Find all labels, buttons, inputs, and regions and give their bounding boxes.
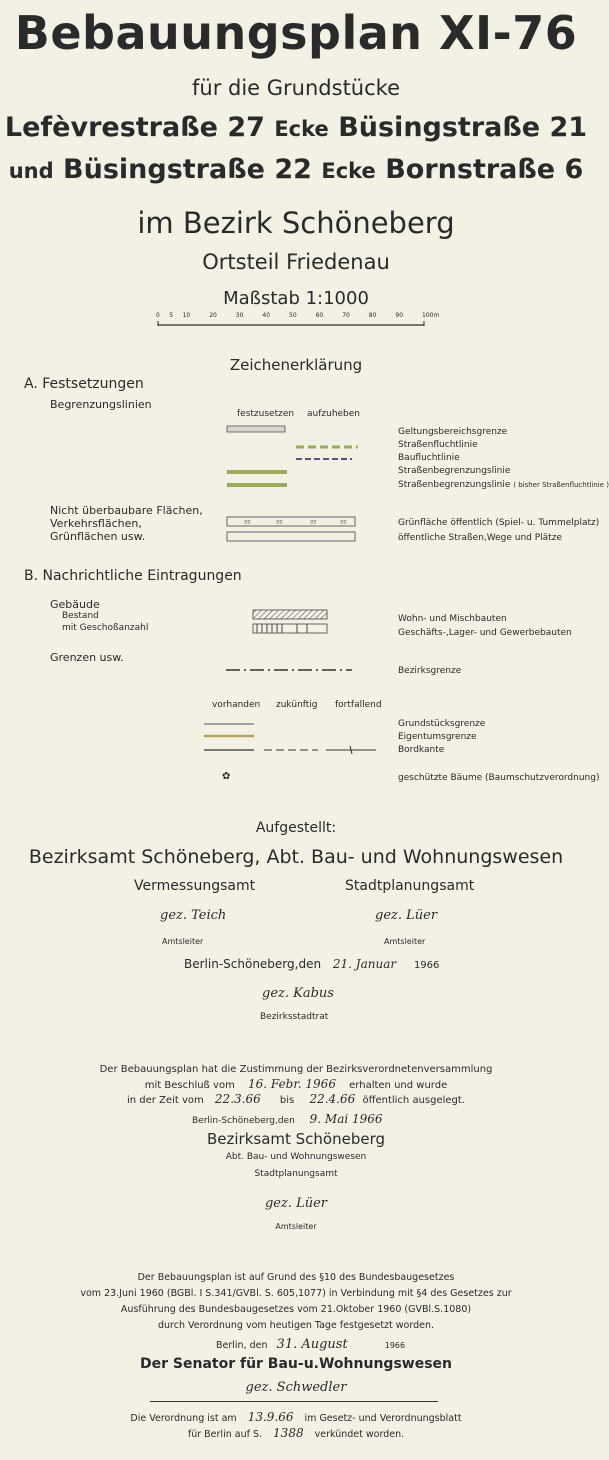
scale-tick-label: 50 xyxy=(289,312,297,319)
svg-text:ºº: ºº xyxy=(340,519,347,527)
grenzen: Grenzen usw. xyxy=(50,651,124,664)
address-1a: Lefèvrestraße 27 xyxy=(4,112,265,143)
festsetzung-3: Ausführung des Bundesbaugesetzes vom 21.Oktober 1960 (GVBl.S.1080) xyxy=(120,1304,472,1315)
scale-tick-label: 30 xyxy=(235,312,244,319)
festsetzung-1: Der Bebauungsplan ist auf Grund des §10 des Bundesbaugesetzes xyxy=(137,1272,455,1283)
scale-tick-label: 100m xyxy=(422,312,440,319)
bezirksstadtrat: Bezirksstadtrat xyxy=(260,1012,329,1022)
address-2a: Büsingstraße 22 xyxy=(63,154,312,185)
und: und xyxy=(8,159,54,183)
left-role: Amtsleiter xyxy=(162,937,204,946)
zustimmung-role: Amtsleiter xyxy=(275,1222,317,1231)
scale-tick-label: 80 xyxy=(368,312,377,319)
col-vorhanden: vorhanden xyxy=(212,700,261,710)
schwedler-signature: gez. Schwedler xyxy=(245,1380,347,1395)
left-signature: gez. Teich xyxy=(160,908,227,923)
geschoss: mit Geschoßanzahl xyxy=(62,623,149,633)
zustimmung-office: Bezirksamt Schöneberg xyxy=(206,1130,386,1148)
scale-tick-label: 60 xyxy=(315,312,324,319)
nicht-3: Grünflächen usw. xyxy=(50,530,146,543)
svg-text:ºº: ºº xyxy=(310,519,317,527)
festsetzung-5: Berlin, den 31. August 1966 xyxy=(216,1337,406,1352)
legend-title: Zeichenerklärung xyxy=(229,356,363,374)
wohn-label: Wohn- und Mischbauten xyxy=(398,614,507,624)
gebaeude: Gebäude xyxy=(50,598,100,611)
zustimmung-3: in der Zeit vom 22.3.66 bis 22.4.66 öffentlich ausgelegt. xyxy=(126,1092,465,1106)
scale-tick-label: 20 xyxy=(209,312,217,319)
scale-tick-label: 5 xyxy=(169,312,174,319)
strassen-label: öffentliche Straßen,Wege und Plätze xyxy=(398,533,562,543)
festsetzung-2: vom 23.Juni 1960 (BGBl. I S.341/GVBl. S. 605,1077) in Verbindung mit §4 des Gesetzes zur xyxy=(80,1288,512,1299)
for-line: für die Grundstücke xyxy=(192,76,400,100)
scale-label: Maßstab 1:1000 xyxy=(223,288,369,309)
zustimmung-4: Berlin-Schöneberg,den 9. Mai 1966 xyxy=(192,1112,383,1126)
address-line-1 xyxy=(0,112,592,143)
aufgestellt-office: Bezirksamt Schöneberg, Abt. Bau- und Wohnungswesen xyxy=(28,846,564,868)
divider xyxy=(150,1401,438,1402)
eigentumsgrenze: Eigentumsgrenze xyxy=(398,732,477,742)
ecke-1: Ecke xyxy=(274,117,329,141)
district-boundary-symbol xyxy=(226,666,356,674)
zustimmung-abt: Abt. Bau- und Wohnungswesen xyxy=(225,1152,367,1162)
plan-title: Bebauungsplan XI-76 xyxy=(14,6,578,60)
col-festzusetzen: festzusetzen xyxy=(237,409,295,419)
svg-text:ºº: ºº xyxy=(244,519,251,527)
boundary-lines-b xyxy=(202,720,392,756)
geschaeft-label: Geschäfts-,Lager- und Gewerbebauten xyxy=(398,628,572,638)
zustimmung-signature: gez. Lüer xyxy=(264,1196,328,1211)
line-label-2: Straßenfluchtlinie xyxy=(398,440,478,450)
zustimmung-1: Der Bebauungsplan hat die Zustimmung der Bezirksverordnetenversammlung xyxy=(99,1064,493,1075)
verordnung-2: für Berlin auf S. 1388 verkündet worden. xyxy=(187,1426,405,1440)
nicht-2: Verkehrsflächen, xyxy=(50,517,142,530)
address-2b: Bornstraße 6 xyxy=(385,154,584,185)
line-label-3: Baufluchtlinie xyxy=(398,453,460,463)
scale-tick-label: 10 xyxy=(182,312,191,319)
tree-icon: ✿ xyxy=(222,771,231,782)
scale-tick-label: 40 xyxy=(262,312,271,319)
scale-bar xyxy=(158,320,434,328)
district: im Bezirk Schöneberg xyxy=(137,206,455,240)
zustimmung-2: mit Beschluß vom 16. Febr. 1966 erhalten und wurde xyxy=(144,1077,448,1091)
boundary-line-symbols xyxy=(224,424,364,496)
line-label-4: Straßenbegrenzungslinie xyxy=(398,466,511,476)
line-label-1: Geltungsbereichsgrenze xyxy=(398,427,508,437)
senator: Der Senator für Bau-u.Wohnungswesen xyxy=(140,1356,452,1372)
right-role: Amtsleiter xyxy=(384,937,426,946)
nicht-1: Nicht überbaubare Flächen, xyxy=(50,504,203,517)
ecke-2: Ecke xyxy=(321,159,376,183)
bestand: Bestand xyxy=(62,611,99,621)
begrenzungslinien: Begrenzungslinien xyxy=(50,398,152,411)
section-a-heading: A. Festsetzungen xyxy=(24,376,144,392)
kabus-signature: gez. Kabus xyxy=(262,986,334,1001)
subdistrict: Ortsteil Friedenau xyxy=(202,250,390,274)
festsetzung-4: durch Verordnung vom heutigen Tage festgesetzt worden. xyxy=(157,1320,435,1331)
area-symbols xyxy=(226,516,358,544)
scale-tick-label: 90 xyxy=(395,312,404,319)
building-symbols xyxy=(252,608,332,636)
line-label-5: Straßenbegrenzungslinie ( bisher Straßenfluchtlinie ) xyxy=(398,480,609,490)
col-zukuenftig: zukünftig xyxy=(276,700,318,710)
bezirksgrenze: Bezirksgrenze xyxy=(398,666,462,676)
gruen-label: Grünfläche öffentlich (Spiel- u. Tummelplatz) xyxy=(398,518,600,528)
baeume-label: geschützte Bäume (Baumschutzverordnung) xyxy=(398,773,600,783)
scale-tick-label: 0 xyxy=(156,312,160,319)
address-1b: Büsingstraße 21 xyxy=(338,112,588,143)
zustimmung-amt: Stadtplanungsamt xyxy=(254,1169,338,1179)
address-line-2 xyxy=(0,154,592,185)
verordnung-1: Die Verordnung ist am 13.9.66 im Gesetz- und Verordnungsblatt xyxy=(130,1410,462,1424)
grundstuecksgrenze: Grundstücksgrenze xyxy=(398,719,486,729)
right-signature: gez. Lüer xyxy=(375,908,438,923)
col-aufzuheben: aufzuheben xyxy=(307,409,361,419)
col-fortfallend: fortfallend xyxy=(335,700,382,710)
scale-tick-label: 70 xyxy=(342,312,350,319)
place-date-1: Berlin-Schöneberg,den 21. Januar 1966 xyxy=(184,957,440,971)
aufgestellt-label: Aufgestellt: xyxy=(255,820,337,836)
right-dept: Stadtplanungsamt xyxy=(345,878,475,894)
section-b-heading: B. Nachrichtliche Eintragungen xyxy=(24,568,242,584)
left-dept: Vermessungsamt xyxy=(134,878,256,894)
bordkante: Bordkante xyxy=(398,745,445,755)
svg-text:ºº: ºº xyxy=(276,519,283,527)
